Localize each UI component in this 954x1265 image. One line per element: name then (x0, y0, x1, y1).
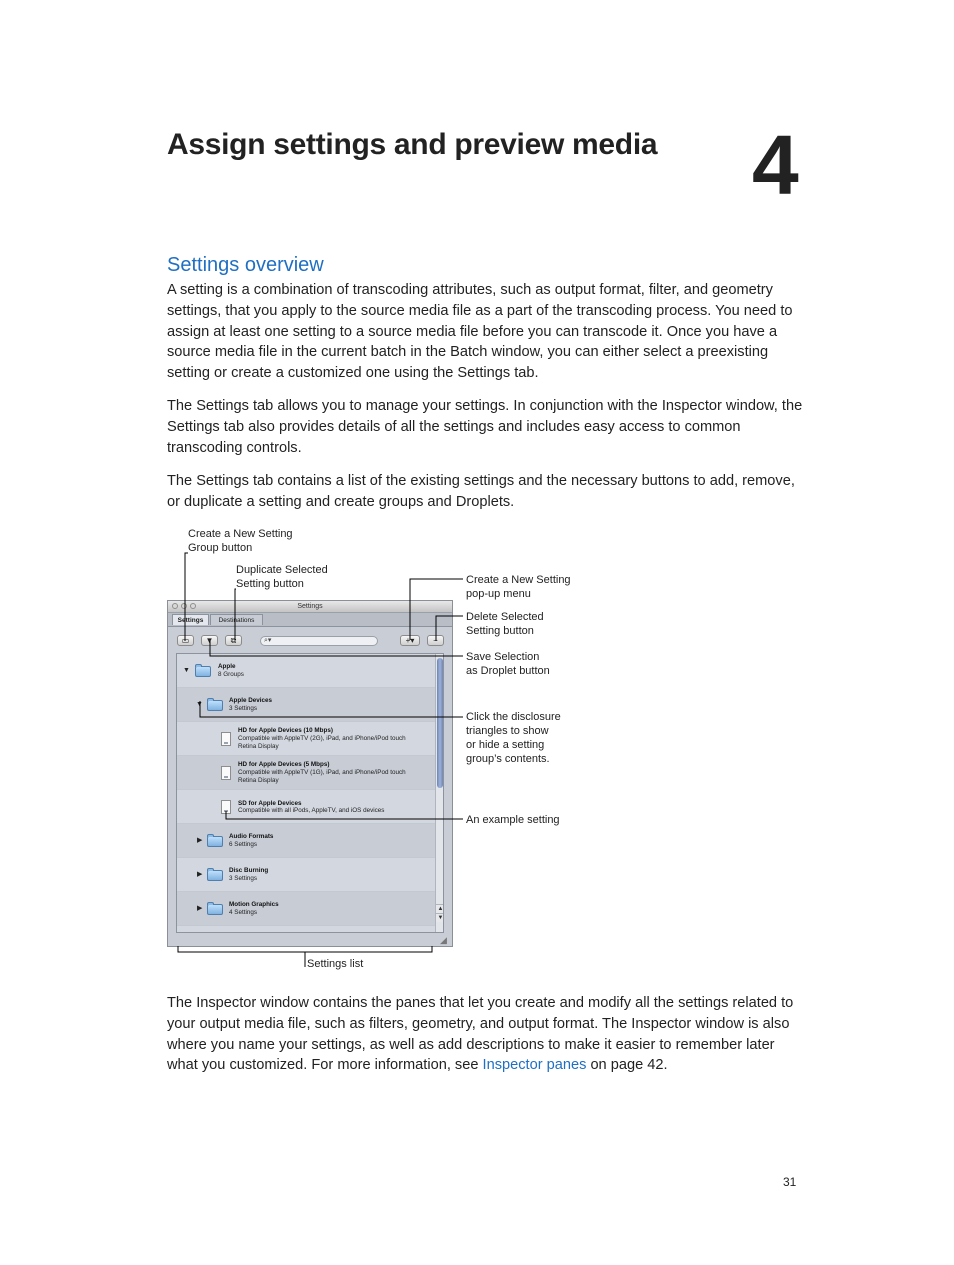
plus-icon: +▾ (405, 636, 415, 645)
inspector-panes-link[interactable]: Inspector panes (482, 1057, 587, 1074)
callout-new-group: Create a New Setting Group button (188, 528, 293, 554)
setting-document-icon (221, 732, 231, 746)
vertical-scrollbar[interactable] (435, 654, 444, 932)
disclosure-closed-icon[interactable]: ▶ (197, 871, 203, 878)
paragraph-inspector (167, 993, 807, 1076)
callout-droplet: Save Selection as Droplet button (466, 651, 550, 677)
list-item[interactable] (177, 892, 435, 926)
row-detail: 6 Settings (229, 841, 258, 848)
folder-icon (207, 700, 223, 711)
paragraph-settings-list: The Settings tab contains a list of the existing settings and the necessary buttons to add, remove, or duplicate a setting and create groups and Droplets. (167, 473, 795, 510)
setting-document-icon (221, 766, 231, 780)
duplicate-icon: ⧉ (230, 636, 237, 645)
paragraph-intro: A setting is a combination of transcoding attributes, such as output format, filter, and geometry settings, that you apply to the source media file as a part of the transcoding process. You need to assign at least one setting to a source media file before you can transcode it. Once you have a source media file in the current batch in the Batch window, you can either select a preexisting setting or create a customized one using the Settings tab. (167, 282, 793, 382)
folder-icon (207, 904, 223, 915)
folder-icon (195, 666, 211, 677)
window-title: Settings (297, 603, 323, 610)
row-detail: Compatible with AppleTV (2G), iPad, and iPhone/iPod touch (238, 735, 406, 742)
folder-plus-icon: ▭ (181, 636, 190, 645)
chapter-title: Assign settings and preview media (167, 128, 658, 161)
scroll-up-icon[interactable]: ▲ (437, 906, 444, 912)
paragraph-inspector-tail: on page 42. (586, 1057, 668, 1074)
row-name: Apple (218, 663, 236, 670)
tab-settings[interactable]: Settings (172, 614, 209, 625)
folder-icon (207, 870, 223, 881)
list-item[interactable] (177, 790, 435, 824)
row-name: Apple Devices (229, 697, 273, 704)
window-titlebar (168, 601, 452, 613)
scroll-thumb[interactable] (437, 658, 443, 788)
row-detail-2: Retina Display (238, 743, 279, 750)
chapter-number: 4 (752, 118, 799, 212)
scroll-down-icon[interactable]: ▼ (437, 915, 444, 921)
row-name: Disc Burning (229, 867, 269, 874)
callout-new-setting: Create a New Setting pop-up menu (466, 574, 571, 600)
setting-document-icon (221, 800, 231, 814)
callout-disclosure: Click the disclosure triangles to show or hide a setting group’s contents. (466, 711, 561, 765)
page-number: 31 (783, 1175, 797, 1189)
paragraph-settings-tab: The Settings tab allows you to manage your settings. In conjunction with the Inspector window, the Settings tab also provides details of all the settings and includes easy access to common transcoding controls. (167, 398, 803, 456)
row-detail: 3 Settings (229, 875, 258, 882)
search-field[interactable] (260, 636, 378, 646)
folder-icon (207, 836, 223, 847)
new-setting-popup[interactable] (400, 635, 420, 646)
callout-duplicate: Duplicate Selected Setting button (236, 564, 328, 590)
row-detail: 4 Settings (229, 909, 258, 916)
disclosure-open-icon[interactable]: ▼ (183, 667, 190, 674)
list-item[interactable] (177, 688, 435, 722)
paragraph-inspector-text: The Inspector window contains the panes that let you create and modify all the settings related to your output media file, such as filters, geometry, and output format. The Inspector window is also where you name your settings, as well as add descriptions to make it easier to remember later what you customized. For more information, see (167, 995, 794, 1074)
callout-example: An example setting (466, 814, 560, 826)
section-heading: Settings overview (167, 254, 324, 276)
list-item[interactable] (177, 722, 435, 756)
row-detail-2: Retina Display (238, 777, 279, 784)
row-detail: Compatible with AppleTV (1G), iPad, and iPhone/iPod touch (238, 769, 406, 776)
callout-delete: Delete Selected Setting button (466, 611, 544, 637)
search-icon: ⌕▾ (264, 637, 272, 644)
disclosure-closed-icon[interactable]: ▶ (197, 837, 203, 844)
row-detail: 3 Settings (229, 705, 258, 712)
list-item[interactable] (177, 858, 435, 892)
resize-grip-icon[interactable]: ◢ (440, 935, 447, 945)
droplet-button[interactable] (201, 635, 218, 646)
row-name: Audio Formats (229, 833, 274, 840)
row-detail: Compatible with all iPods, AppleTV, and iOS devices (238, 807, 385, 814)
row-name: SD for Apple Devices (238, 800, 302, 807)
row-name: HD for Apple Devices (10 Mbps) (238, 727, 333, 734)
row-name: HD for Apple Devices (5 Mbps) (238, 761, 330, 768)
duplicate-button[interactable] (225, 635, 242, 646)
disclosure-open-icon[interactable]: ▼ (196, 701, 203, 708)
callout-settings-list: Settings list (307, 958, 364, 970)
droplet-icon: ▼ (205, 636, 214, 645)
settings-toolbar (168, 627, 452, 649)
tab-bar (168, 613, 452, 627)
disclosure-closed-icon[interactable]: ▶ (197, 905, 203, 912)
minus-icon: − (433, 636, 438, 645)
row-detail: 8 Groups (218, 671, 244, 678)
settings-list (176, 653, 444, 933)
list-item[interactable] (177, 756, 435, 790)
list-item[interactable] (177, 824, 435, 858)
row-name: Motion Graphics (229, 901, 279, 908)
new-group-button[interactable] (177, 635, 194, 646)
list-item[interactable] (177, 654, 435, 688)
tab-destinations[interactable]: Destinations (210, 614, 263, 625)
settings-window (167, 600, 453, 947)
delete-button[interactable] (427, 635, 444, 646)
